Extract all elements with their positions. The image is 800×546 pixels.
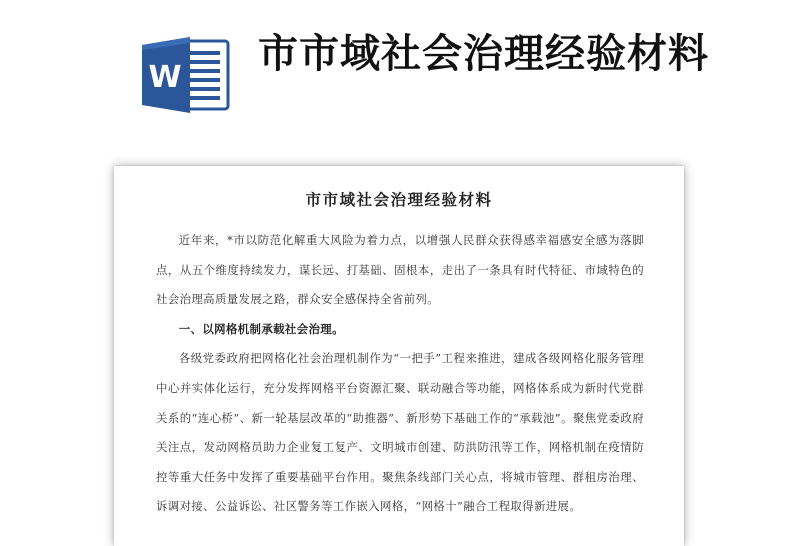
document-body — [156, 226, 644, 522]
word-document-icon — [140, 35, 232, 115]
section-heading: 一、以网格机制承载社会治理。 — [178, 321, 344, 336]
page-title: 市市域社会治理经验材料 — [258, 31, 709, 77]
header — [0, 0, 800, 160]
paragraph-intro: 近年来，*市以防范化解重大风险为着力点，以增强人民群众获得感幸福感安全感为落脚点，从五个维度持续发力，谋长远、打基础、固根本，走出了一条具有时代特征、市域特色的社会治理高质量发展之路，群众安全感保持全省前列。 — [156, 233, 644, 307]
document-page-preview — [114, 166, 684, 546]
paragraph-grid-mechanism: 各级党委政府把网格化社会治理机制作为“一把手”工程来推进，建成各级网格化服务管理中心并实体化运行，充分发挥网格平台资源汇聚、联动融合等功能，网格体系成为新时代党群关系的“连心桥”、新一轮基层改革的“助推器”、新形势下基础工作的“承载池”。聚焦党委政府关注点，发动网格员助力企业复工复产、文明城市创建、防洪防汛等工作，网格机制在疫情防控等重大任务中发挥了重要基础平台作用。聚焦条线部门关心点，将城市管理、群租房治理、诉调对接、公益诉讼、社区警务等工作嵌入网格，“网格十”融合工程取得新进展。 — [156, 351, 644, 514]
svg-text:W: W — [148, 60, 182, 95]
document-title: 市市域社会治理经验材料 — [305, 190, 493, 209]
